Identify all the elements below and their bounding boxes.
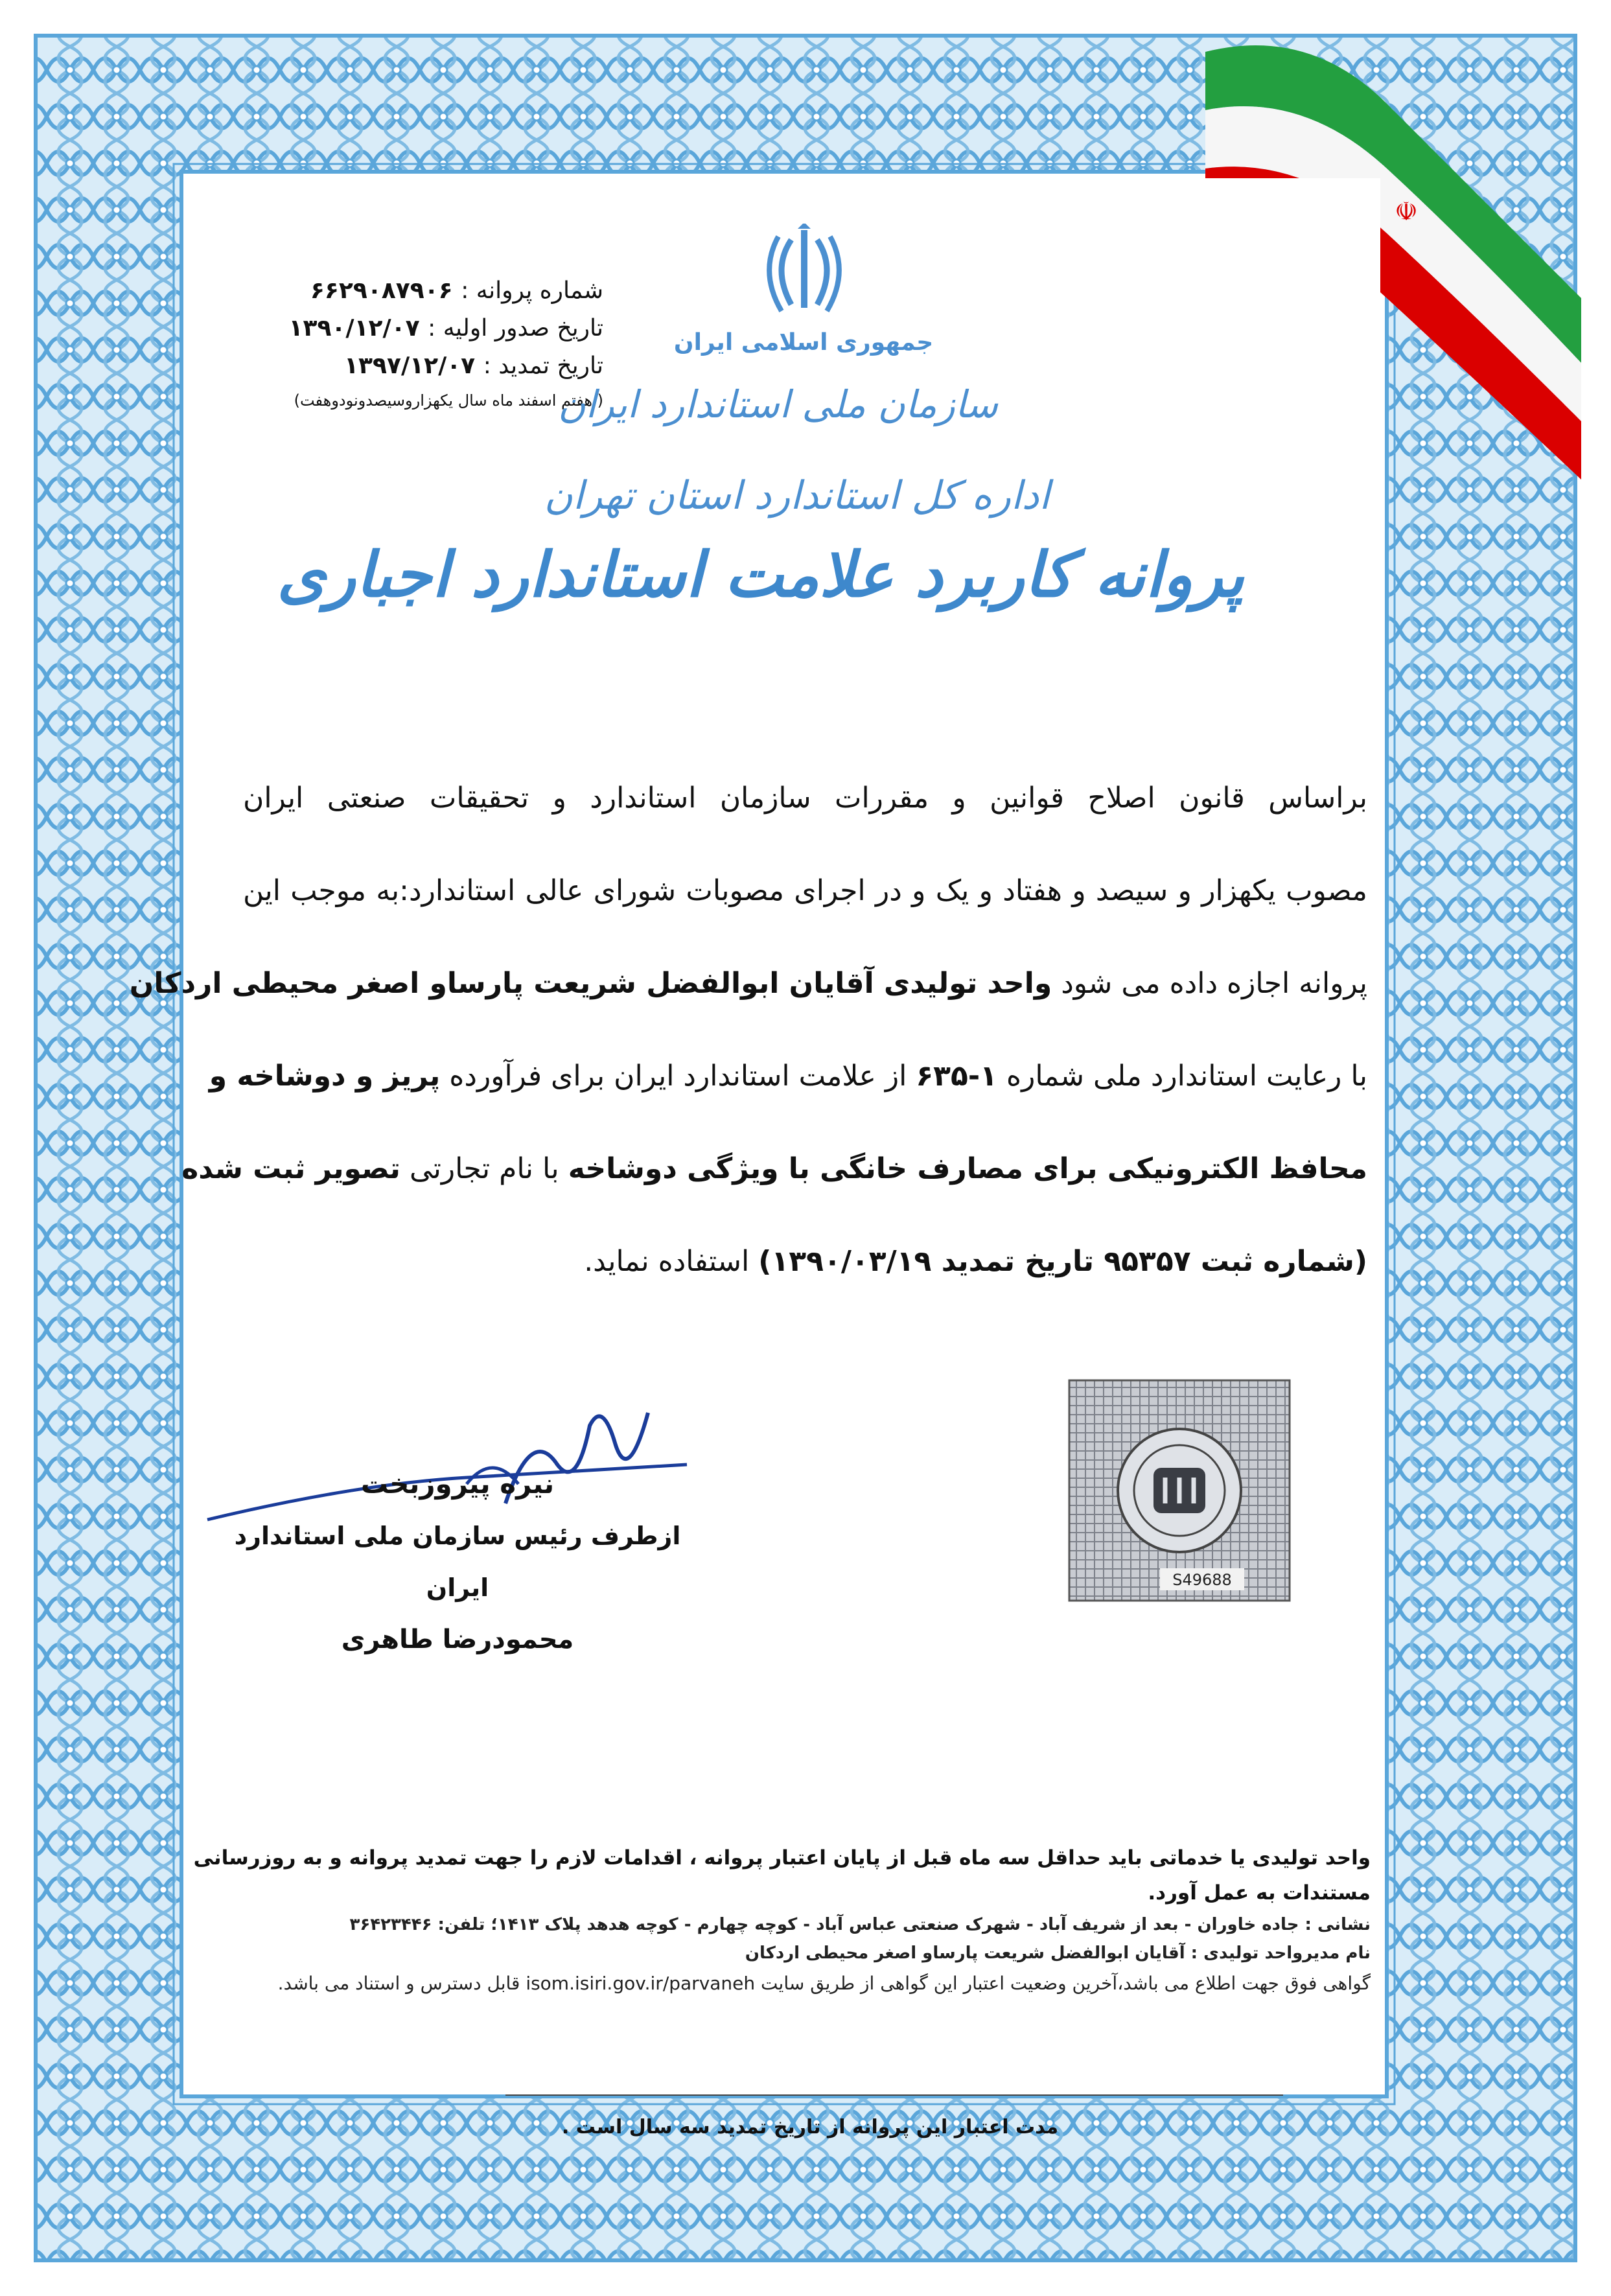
certificate-body — [129, 752, 1367, 1308]
body-line-4-mid: از علامت استاندارد ایران برای فرآورده — [449, 1060, 907, 1093]
body-line-6-end: استفاده نماید. — [584, 1245, 750, 1278]
body-line-3-text: پروانه اجازه داده می شود — [1061, 967, 1367, 1000]
license-number: ۶۶۲۹۰۸۷۹۰۶ — [310, 277, 453, 304]
body-line-5-mid: با نام تجارتی — [409, 1152, 559, 1185]
hologram-serial: S49688 — [1172, 1571, 1232, 1589]
issue-date-row — [189, 310, 603, 347]
hologram-sticker — [1063, 1374, 1296, 1607]
body-line-6 — [243, 1215, 1367, 1308]
organization-head-name: محمودرضا طاهری — [341, 1625, 574, 1654]
renewal-warning-line-2: مستندات به عمل آورد. — [1148, 1881, 1371, 1905]
renewal-date-row — [189, 347, 603, 385]
registration-info: (شماره ثبت ۹۵۳۵۷ تاریخ تمدید ۱۳۹۰/۰۳/۱۹) — [758, 1245, 1367, 1278]
body-line-5 — [181, 1122, 1367, 1215]
manager-name: نام مدیرواحد تولیدی : آقایان ابوالفضل شریعت پارساو اصغر محیطی اردکان — [745, 1943, 1371, 1963]
body-line-3 — [129, 937, 1367, 1030]
republic-label: جمهوری اسلامی ایران — [673, 329, 934, 356]
signatory-name: نیره پیروزبخت — [360, 1468, 555, 1500]
license-number-row — [189, 272, 603, 310]
issue-date-label: تاریخ صدور اولیه : — [428, 315, 603, 342]
license-number-label: شماره پروانه : — [461, 277, 603, 304]
license-metadata — [189, 272, 603, 413]
office-name: اداره کل استاندارد استان تهران — [544, 473, 1050, 518]
body-line-4-text: با رعایت استاندارد ملی شماره — [1006, 1060, 1367, 1093]
issue-date: ۱۳۹۰/۱۲/۰۷ — [288, 315, 420, 342]
organization-name: سازمان ملی استاندارد ایران — [558, 382, 998, 426]
product-name-part-1: پریز و دوشاخه و — [209, 1060, 441, 1093]
signature-block — [224, 1458, 691, 1665]
footer-notes — [193, 1840, 1371, 2000]
body-line-2: مصوب یکهزار و سیصد و هفتاد و یک و در اجرای مصوبات شورای عالی استاندارد:به موجب این — [243, 874, 1367, 907]
renewal-warning-line-1: واحد تولیدی یا خدماتی باید حداقل سه ماه قبل از پایان اعتبار پروانه ، اقدامات لازم را جهت تمدید پروانه و به روزرسانی — [193, 1846, 1371, 1870]
renewal-date-words: ( هفتم اسفند ماه سال یکهزاروسیصدونودوهفت) — [294, 391, 603, 410]
trade-name: تصویر ثبت شده — [181, 1152, 400, 1185]
manufacturer-address: نشانی : جاده خاوران - بعد از شریف آباد - شهرک صنعتی عباس آباد - کوچه چهارم - کوچه هدهد پلاک ۱۴۱۳؛ تلفن: ۳۶۴۲۳۴۴۶ — [349, 1915, 1371, 1934]
body-line-1: براساس قانون اصلاح قوانین و مقررات سازمان استاندارد و تحقیقات صنعتی ایران — [243, 782, 1367, 815]
product-name-part-2: محافظ الکترونیکی برای مصارف خانگی با ویژگی دوشاخه — [568, 1152, 1367, 1185]
verification-text-end: قابل دسترس و استناد می باشد. — [277, 1973, 520, 1994]
svg-text:☫: ☫ — [1395, 197, 1418, 227]
renewal-date: ۱۳۹۷/۱۲/۰۷ — [344, 353, 476, 379]
renewal-date-label: تاریخ تمدید : — [483, 353, 603, 379]
body-line-4 — [209, 1030, 1367, 1122]
verification-url[interactable]: isom.isiri.gov.ir/parvaneh — [526, 1973, 756, 1994]
manufacturer-name: واحد تولیدی آقایان ابوالفضل شریعت پارساو اصغر محیطی اردکان — [129, 967, 1052, 1000]
signatory-role: ازطرف رئیس سازمان ملی استاندارد ایران — [234, 1522, 681, 1602]
standard-number: ۱-۶۳۵ — [916, 1060, 998, 1093]
certificate-title: پروانه کاربرد علامت استاندارد اجباری — [277, 538, 1244, 611]
verification-text: گواهی فوق جهت اطلاع می باشد،آخرین وضعیت اعتبار این گواهی از طریق سایت — [761, 1973, 1371, 1994]
iran-emblem-icon — [762, 224, 846, 321]
footer-divider — [505, 2094, 1283, 2096]
validity-note: مدت اعتبار این پروانه از تاریخ تمدید سه سال است . — [561, 2116, 1059, 2139]
verification-note — [259, 1967, 1371, 2000]
